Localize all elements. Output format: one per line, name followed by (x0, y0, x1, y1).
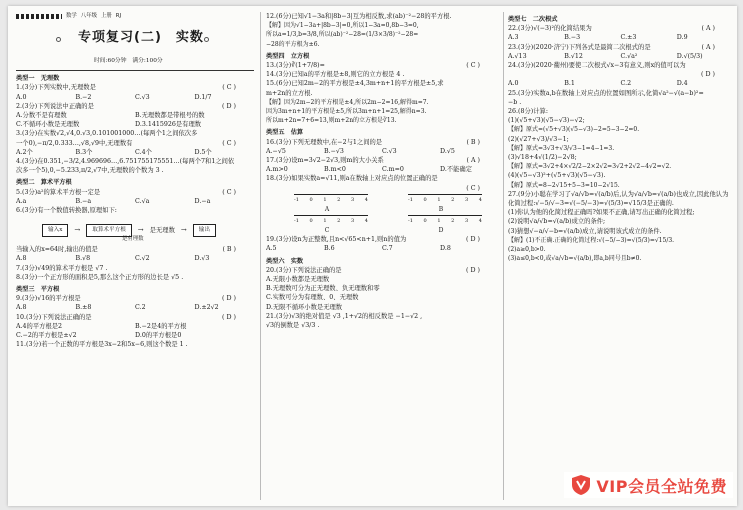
solution-line: (3)a≤0,b<0,或√a/√b=√(a/b),即a,b同号且b≠0. (508, 255, 642, 263)
question-line (266, 293, 498, 302)
flow-input-box: 输入x (42, 224, 68, 237)
question-text: 17.(3分)设m=3√2−2√3,则m的大小关系 (266, 157, 384, 165)
option-choice: D.不能确定 (440, 166, 473, 174)
flow-loop-label: 是有理数 (122, 236, 144, 243)
question-line (508, 199, 733, 208)
numberline-label: B (438, 205, 444, 213)
page-subtitle: 时间:60分钟 满分:100分 (94, 58, 163, 65)
numberline-option (400, 193, 482, 214)
numberline-option (286, 214, 368, 235)
question-line (16, 139, 254, 148)
option-choice: B.√8 (75, 255, 91, 263)
option-row (266, 244, 498, 253)
answer-bracket: ( A ) (466, 157, 480, 165)
question-text: (4)(√5−√3)²+(√5+√3)(√5−√3). (508, 172, 606, 180)
option-choice: D.8 (440, 245, 451, 253)
section-heading: 类型七 二次根式 (508, 16, 558, 23)
option-choice: D.√5 (440, 147, 455, 155)
question-text: 3.(3分)在实数√2,√4,0.√3,0.101001000…(每两个1之间依次多 (16, 130, 198, 138)
question-text: (3)猜想√−a/√−b=√(a/b)成立,请说明该式成立的条件. (508, 227, 662, 235)
question-text: 22.(3分)√(−3)²的化简结果为 (508, 25, 592, 33)
title-block (16, 27, 254, 71)
answer-bracket: ( B ) (466, 138, 480, 146)
question-line (508, 98, 733, 107)
question-line (508, 24, 733, 33)
question-text: C.实数可分为有理数、0、无理数 (266, 294, 359, 302)
option-choice: A.0 (16, 93, 27, 101)
question-line (16, 273, 254, 282)
question-text: 16.(3分)下列无理数中,在−2与1之间的是 (266, 138, 383, 146)
tick-label: 0 (309, 196, 313, 203)
question-text: 10.(3分)下列说法正确的是 (16, 313, 92, 321)
tick-label: 0 (309, 218, 313, 225)
question-text: 5.(3分)a²的算术平方根一定是 (16, 188, 101, 196)
option-choice: B.−√3 (324, 147, 344, 155)
arrow-right-icon: → (137, 225, 144, 234)
question-line (16, 340, 254, 349)
answer-bracket: ( A ) (701, 25, 715, 33)
option-choice: C.2 (135, 304, 146, 312)
question-text: 27.(9分)小聪在学习了√a/√b=√(a/b)后,认为√a/√b=√(a/b)也成立,因此他认为 (508, 190, 729, 198)
numberline-option (286, 193, 368, 214)
question-text: (2)说明√a/√b=√(a/b)成立的条件; (508, 218, 606, 226)
tick-label: 3 (350, 196, 355, 203)
question-text: 2.(3分)下列说法中正确的是 (16, 102, 94, 110)
option-choice: A.8 (16, 304, 27, 312)
arrow-right-icon: → (74, 225, 81, 234)
answer-bracket: ( C ) (466, 62, 480, 70)
header-grade: 八年级 (80, 13, 97, 19)
tick-label: 3 (350, 218, 355, 225)
page-header (16, 12, 254, 21)
question-text: 19.(3分)设n为正整数,且n<√65<n+1,则n的值为 (266, 236, 407, 244)
question-line (508, 153, 733, 162)
question-text: 7.(3分)√49的算术平方根是 √7 . (16, 264, 108, 272)
solution-line: 【解】原式=(√5+√3)(√5−√3)−2=5−3−2=0. (508, 126, 640, 134)
question-text: m+2n的立方根. (266, 89, 313, 97)
option-choice: A.4的平方根是2 (16, 322, 63, 330)
question-text: 13.(3分)∛(1+7/8)= (266, 62, 325, 70)
vip-watermark[interactable] (564, 472, 733, 498)
question-text: 18.(3分)如果实数a=√11,则a在数轴上对应点的位置正确的是 (266, 175, 438, 183)
answer-line (266, 184, 498, 193)
question-line (508, 171, 733, 180)
question-line (266, 89, 498, 98)
option-choice: B.±8 (75, 304, 92, 312)
option-choice: C.4个 (135, 148, 152, 156)
question-line (508, 89, 733, 98)
option-row (16, 303, 254, 312)
page-title: 专项复习(二) 实数 (78, 30, 204, 46)
header-edition: 上册 (100, 13, 112, 19)
solution-line: −28的平方根为±6. (266, 40, 320, 48)
option-choice: C.√3 (382, 147, 397, 155)
question-text: −b . (508, 98, 522, 106)
solution-line: 【解】原式=8−2√15+5−3=10−2√15. (508, 181, 620, 189)
question-text: D.无限不循环小数是无理数 (266, 303, 343, 311)
tick-label: 1 (323, 218, 327, 225)
question-line (266, 235, 498, 244)
flow-test-label: 是无理数 (149, 226, 175, 234)
question-line (16, 157, 254, 166)
tick-label: 1 (437, 218, 441, 225)
tick-label: 2 (337, 218, 341, 225)
question-text: 次多一个5),0,−5.233,π/2,√7中,无理数的个数为 3 . (16, 167, 164, 175)
vip-watermark-text: VIP会员全站免费 (596, 476, 727, 496)
numberline-ticks (294, 196, 368, 205)
question-text: 14.(3分)已知a的平方根是±8,则它的立方根是 4 . (266, 71, 405, 79)
question-text: A.无限小数都是无理数 (266, 276, 330, 284)
section-heading: 类型一 无理数 (16, 75, 60, 83)
option-choice: B.−2 (75, 93, 92, 101)
option-choice: A.3 (508, 34, 519, 42)
section-heading: 类型六 实数 (266, 257, 304, 265)
question-text: (2)(√27+√3)/√3−1; (508, 135, 569, 143)
tick-label: 3 (464, 218, 469, 225)
tick-label: 1 (323, 196, 327, 203)
numberline (408, 194, 482, 204)
question-line (266, 79, 498, 88)
option-choice: C.不循环小数是无理数 (16, 121, 80, 129)
option-choice: B.3个 (75, 148, 93, 156)
tick-label: 0 (423, 196, 427, 203)
answer-line (508, 70, 733, 79)
numberline-ticks (408, 217, 482, 226)
question-text: 一个0),−π/2,0.333…,√8,√9中,无理数有 (16, 139, 133, 147)
numberline-grid (286, 214, 498, 235)
question-line (266, 174, 498, 183)
brand-logo (16, 14, 62, 19)
answer-bracket: ( D ) (466, 236, 480, 244)
numberline (294, 194, 368, 204)
question-text: 8.(3分)一个正方形的面积是5,那么这个正方形的边长是 √5 . (16, 273, 184, 281)
question-text: 4.(3分)在0.351,−3/2,4.969696…,6.751755175551…(每两个7和1之间依 (16, 158, 235, 166)
answer-bracket: ( C ) (222, 188, 236, 196)
question-line (266, 312, 498, 321)
option-choice: D.−a (194, 197, 211, 205)
tick-label: 4 (364, 196, 368, 203)
option-choice: B.−2是4的平方根 (135, 322, 187, 330)
question-line (508, 227, 733, 236)
question-line (266, 70, 498, 79)
option-choice: D.√3 (194, 255, 210, 263)
question-line (508, 116, 733, 125)
option-choice: C.√a² (620, 52, 638, 60)
option-choice: C.7 (382, 245, 393, 253)
tick-label: 0 (423, 218, 427, 225)
shield-icon (570, 474, 592, 496)
solution-line: 【解】因为2m−2的平方根是±4,所以2m−2=16,解得m=7. (266, 98, 429, 106)
option-choice: C.m=0 (382, 166, 404, 174)
question-line (16, 264, 254, 273)
question-line (508, 217, 733, 226)
tick-label: 4 (364, 218, 368, 225)
option-choice: C.±3 (620, 34, 637, 42)
numberline-label: D (438, 227, 444, 235)
tick-label: 2 (451, 196, 455, 203)
numberline-label: A (324, 205, 330, 213)
option-choice: B.1 (564, 80, 575, 88)
question-line (508, 190, 733, 199)
question-text: 12.(6分)已知√1−3a和|8b−3|互为相反数,求(ab)⁻²−28的平方根. (266, 13, 452, 20)
option-choice: A.m>0 (266, 166, 288, 174)
tick-label: 4 (478, 218, 482, 225)
answer-bracket: ( D ) (701, 71, 715, 79)
question-text: 11.(3分)若一个正数的平方根是3x−2和5x−6,则这个数是 1 . (16, 341, 188, 349)
numberline (408, 215, 482, 225)
option-row (508, 52, 733, 61)
question-text: 化简过程:√−5/√−3=√(−5/−3)=√(5/3)=√15/3是正确的. (508, 200, 674, 208)
tick-label: 2 (451, 218, 455, 225)
question-line (16, 206, 254, 215)
option-choice: D.√(5/3) (676, 52, 703, 60)
question-text: 6.(3分)有一个数值转换器,原理如下: (16, 207, 117, 215)
question-line (508, 107, 733, 116)
option-choice: C.−2的平方根是±√2 (16, 332, 77, 340)
solution-line: 【解】原式=3√3+√3/√3−1=4−1=3. (508, 144, 615, 152)
numberline-label: C (324, 227, 330, 235)
option-row (508, 33, 733, 42)
question-line (266, 266, 498, 275)
question-line (508, 135, 733, 144)
tick-label: 1 (437, 196, 441, 203)
solution-line: 【解】原式=3√2+4×√2/2−2×2√2=3√2+2√2−4√2=√2. (508, 163, 672, 171)
worksheet-page (8, 6, 737, 506)
option-row (16, 331, 254, 340)
option-choice: D.5个 (194, 148, 212, 156)
option-row (16, 322, 254, 331)
question-text: 21.(3分)√3的绝对值是 √3 ,1+√2的相反数是 −1−√2 , (266, 312, 423, 320)
solution-line: 所以m+2n=7+6=13,则m+2n的立方根是∛13. (266, 117, 397, 125)
option-choice: C.√2 (135, 255, 150, 263)
option-row (266, 165, 498, 174)
option-row (508, 79, 733, 88)
option-choice: A.a (16, 197, 27, 205)
numberline-ticks (408, 196, 482, 205)
arrow-right-icon: → (180, 225, 187, 234)
question-line (266, 61, 498, 70)
section-heading: 类型三 平方根 (16, 286, 60, 294)
question-text: 24.(3分)(2020·衢州)要使二次根式√x−3有意义,则x的值可以为 (508, 62, 686, 70)
option-choice: B.−3 (564, 34, 581, 42)
question-line (266, 284, 498, 293)
flow-step-box: 取算术平方根 (86, 224, 132, 237)
numberline-ticks (294, 217, 368, 226)
answer-bracket: ( C ) (222, 139, 236, 147)
question-line (266, 156, 498, 165)
option-choice: D.4 (676, 80, 688, 88)
answer-bracket: ( D ) (466, 266, 480, 274)
option-row (16, 197, 254, 206)
decor-circle-icon (56, 37, 61, 42)
option-choice: A.2个 (16, 148, 33, 156)
tick-label: -1 (408, 196, 413, 203)
column-left (16, 12, 254, 504)
option-choice: C.2 (620, 80, 632, 88)
option-choice: D.1/7 (194, 93, 212, 101)
option-row (266, 147, 498, 156)
question-text: 20.(3分)下列说法正确的是 (266, 266, 342, 274)
option-choice: B.−a (75, 197, 92, 205)
answer-bracket: ( D ) (222, 295, 236, 303)
question-line (266, 138, 498, 147)
option-row (16, 254, 254, 263)
section-heading: 类型四 立方根 (266, 52, 310, 60)
question-text: 9.(3分)√16的平方根是 (16, 295, 81, 303)
question-line (16, 129, 254, 138)
question-line (266, 321, 498, 330)
option-choice: A.5 (266, 245, 277, 253)
option-choice: B.√12 (564, 52, 583, 60)
column-divider (260, 12, 261, 500)
question-text: 23.(3分)(2020·济宁)下列各式是最简二次根式的是 (508, 43, 651, 51)
answer-bracket: ( C ) (466, 184, 480, 192)
option-choice: D.0的平方根是0 (135, 332, 182, 340)
numberline-option (400, 214, 482, 235)
question-line (508, 43, 733, 52)
option-row (16, 93, 254, 102)
option-choice: B.m<0 (324, 166, 346, 174)
option-choice: A.0 (508, 80, 519, 88)
tick-label: 2 (337, 196, 341, 203)
question-line (16, 313, 254, 322)
option-choice: C.√a (135, 197, 150, 205)
question-line (266, 12, 498, 21)
question-text: 15.(6分)已知2m−2的平方根是±4,3m+n+1的平方根是±5,求 (266, 80, 444, 88)
question-text: (1)你认为他的化简过程正确吗?如果不正确,请写出正确的化简过程; (508, 209, 695, 217)
answer-bracket: ( D ) (222, 102, 236, 110)
question-line (16, 83, 254, 92)
flow-output-box: 输出 (193, 224, 216, 237)
question-text: 当输入的x=64时,输出的值是 (16, 246, 98, 254)
option-choice: B.6 (324, 245, 335, 253)
question-text: B.无理数可分为正无理数、负无理数和零 (266, 285, 380, 293)
question-text: 26.(8分)计算: (508, 108, 548, 116)
answer-bracket: ( B ) (222, 246, 236, 254)
column-left-content (16, 74, 254, 349)
question-line (508, 61, 733, 70)
solution-line: 因为3m+n+1的平方根是±5,所以3m+n+1=25,解得n=3. (266, 108, 427, 116)
question-line (16, 294, 254, 303)
solution-line: 所以a=1/3,b=3/8,所以(ab)⁻²−28=(1/3×3/8)⁻²−28= (266, 31, 419, 39)
option-choice: D.±2√2 (194, 304, 219, 312)
question-line (16, 188, 254, 197)
option-choice: A.√13 (508, 52, 527, 60)
flowchart (42, 217, 254, 243)
question-text: (1)(√5+√3)(√5−√3)−√2; (508, 117, 585, 125)
column-right (508, 12, 733, 504)
option-choice: A.−√5 (266, 147, 286, 155)
section-heading: 类型二 算术平方根 (16, 179, 72, 187)
numberline (294, 215, 368, 225)
option-choice: C.√3 (135, 93, 150, 101)
question-line (266, 275, 498, 284)
option-row (16, 111, 254, 120)
option-choice: D.3.1415926是有理数 (135, 121, 202, 129)
question-text: 1.(3分)下列实数中,无理数是 (16, 84, 96, 92)
question-line (16, 102, 254, 111)
tick-label: 4 (478, 196, 482, 203)
tick-label: -1 (408, 218, 413, 225)
option-row (16, 120, 254, 129)
option-row (16, 148, 254, 157)
question-line (16, 245, 254, 254)
option-choice: B.无理数都是带根号的数 (135, 112, 205, 120)
answer-bracket: ( C ) (222, 84, 236, 92)
tick-label: -1 (294, 218, 299, 225)
answer-bracket: ( D ) (222, 313, 236, 321)
option-choice: A.分数不是有理数 (16, 112, 67, 120)
answer-bracket: ( A ) (701, 43, 715, 51)
section-heading: 类型五 估算 (266, 129, 304, 137)
solution-line: 【解】因为√1−3a+|8b−3|=0,所以1−3a=0,8b−3=0, (266, 22, 419, 30)
option-choice: A.8 (16, 255, 27, 263)
question-text: 25.(3分)实数a,b在数轴上对应点的位置如图所示,化简√a²−√(a−b)²= (508, 89, 704, 97)
question-text: √3的倒数是 √3/3 . (266, 322, 320, 330)
question-line (16, 166, 254, 175)
column-middle (266, 12, 498, 504)
header-code: RJ (115, 13, 122, 19)
header-subject: 数学 (66, 13, 77, 19)
solution-line: (2)a≥0,b>0. (508, 246, 546, 254)
question-line (266, 303, 498, 312)
tick-label: -1 (294, 196, 299, 203)
option-choice: D.9 (676, 34, 688, 42)
column-divider (503, 12, 504, 500)
question-line (508, 208, 733, 217)
numberline-grid (286, 193, 498, 214)
solution-line: 【解】(1)不正确.正确的化简过程:√(−5/−3)=√(5/3)=√15/3. (508, 236, 675, 244)
question-text: (3)√18+4√(1/2)−2√8; (508, 154, 577, 162)
decor-circle-icon (204, 37, 209, 42)
tick-label: 3 (464, 196, 469, 203)
